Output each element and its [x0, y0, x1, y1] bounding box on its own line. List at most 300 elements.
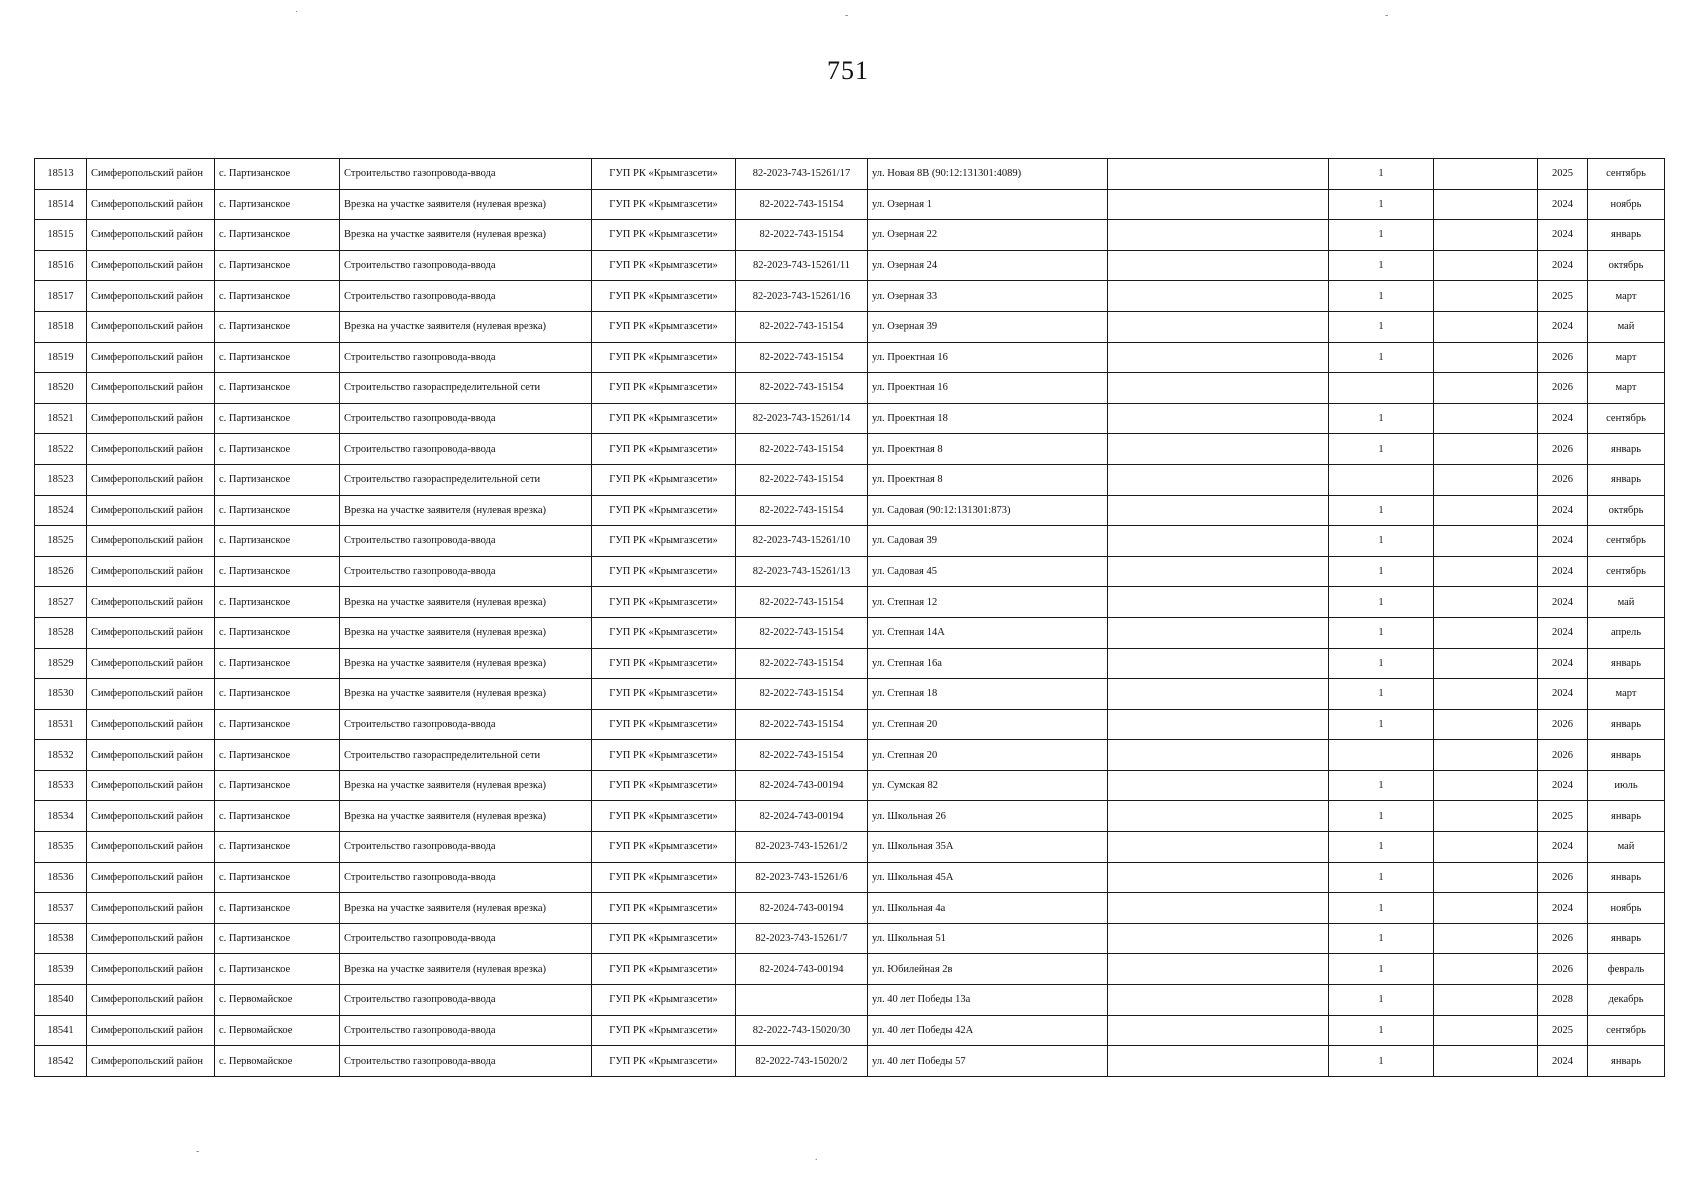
- work-type-cell: Врезка на участке заявителя (нулевая врезка): [340, 954, 592, 985]
- row-number: 18531: [35, 709, 87, 740]
- settlement-cell: с. Первомайское: [215, 985, 340, 1016]
- address-cell: ул. Проектная 8: [868, 434, 1108, 465]
- settlement-cell: с. Партизанское: [215, 923, 340, 954]
- organization-cell: ГУП РК «Крымгазсети»: [592, 159, 736, 190]
- organization-cell: ГУП РК «Крымгазсети»: [592, 373, 736, 404]
- table-row: [35, 985, 1665, 1016]
- work-type-cell: Врезка на участке заявителя (нулевая врезка): [340, 648, 592, 679]
- count-cell: 1: [1329, 281, 1434, 312]
- address-cell: ул. Садовая (90:12:131301:873): [868, 495, 1108, 526]
- year-cell: 2024: [1538, 526, 1588, 557]
- address-cell: ул. Школьная 35А: [868, 832, 1108, 863]
- count-cell: 1: [1329, 403, 1434, 434]
- row-number: 18527: [35, 587, 87, 618]
- empty-cell: [1434, 495, 1538, 526]
- address-cell: ул. Школьная 51: [868, 923, 1108, 954]
- address-cell: ул. Степная 20: [868, 740, 1108, 771]
- table-row: [35, 893, 1665, 924]
- settlement-cell: с. Партизанское: [215, 495, 340, 526]
- permit-number-cell: 82-2023-743-15261/11: [736, 250, 868, 281]
- work-type-cell: Строительство газопровода-ввода: [340, 862, 592, 893]
- empty-cell: [1434, 1046, 1538, 1077]
- work-type-cell: Врезка на участке заявителя (нулевая врезка): [340, 311, 592, 342]
- row-number: 18539: [35, 954, 87, 985]
- settlement-cell: с. Партизанское: [215, 679, 340, 710]
- settlement-cell: с. Партизанское: [215, 862, 340, 893]
- permit-number-cell: 82-2024-743-00194: [736, 801, 868, 832]
- district-cell: Симферопольский район: [87, 189, 215, 220]
- row-number: 18526: [35, 556, 87, 587]
- address-cell: ул. 40 лет Победы 42А: [868, 1015, 1108, 1046]
- settlement-cell: с. Партизанское: [215, 250, 340, 281]
- row-number: 18523: [35, 464, 87, 495]
- count-cell: [1329, 373, 1434, 404]
- row-number: 18538: [35, 923, 87, 954]
- month-cell: сентябрь: [1588, 403, 1665, 434]
- row-number: 18540: [35, 985, 87, 1016]
- district-cell: Симферопольский район: [87, 495, 215, 526]
- empty-cell: [1108, 250, 1329, 281]
- settlement-cell: с. Партизанское: [215, 556, 340, 587]
- permit-number-cell: 82-2022-743-15154: [736, 464, 868, 495]
- year-cell: 2024: [1538, 250, 1588, 281]
- empty-cell: [1108, 464, 1329, 495]
- empty-cell: [1434, 862, 1538, 893]
- row-number: 18524: [35, 495, 87, 526]
- organization-cell: ГУП РК «Крымгазсети»: [592, 403, 736, 434]
- organization-cell: ГУП РК «Крымгазсети»: [592, 1046, 736, 1077]
- empty-cell: [1434, 1015, 1538, 1046]
- district-cell: Симферопольский район: [87, 770, 215, 801]
- empty-cell: [1434, 250, 1538, 281]
- table-row: [35, 954, 1665, 985]
- year-cell: 2024: [1538, 587, 1588, 618]
- scan-speck: -: [845, 10, 849, 21]
- row-number: 18542: [35, 1046, 87, 1077]
- table-row: [35, 495, 1665, 526]
- month-cell: январь: [1588, 923, 1665, 954]
- count-cell: 1: [1329, 862, 1434, 893]
- table-row: [35, 832, 1665, 863]
- table-row: [35, 220, 1665, 251]
- work-type-cell: Строительство газопровода-ввода: [340, 985, 592, 1016]
- count-cell: 1: [1329, 556, 1434, 587]
- district-cell: Симферопольский район: [87, 220, 215, 251]
- count-cell: 1: [1329, 342, 1434, 373]
- year-cell: 2024: [1538, 832, 1588, 863]
- year-cell: 2024: [1538, 893, 1588, 924]
- empty-cell: [1108, 434, 1329, 465]
- work-type-cell: Врезка на участке заявителя (нулевая врезка): [340, 770, 592, 801]
- table-row: [35, 464, 1665, 495]
- permit-number-cell: 82-2022-743-15020/2: [736, 1046, 868, 1077]
- row-number: 18516: [35, 250, 87, 281]
- permit-number-cell: 82-2023-743-15261/17: [736, 159, 868, 190]
- empty-cell: [1108, 801, 1329, 832]
- month-cell: январь: [1588, 709, 1665, 740]
- count-cell: 1: [1329, 893, 1434, 924]
- settlement-cell: с. Партизанское: [215, 159, 340, 190]
- empty-cell: [1108, 709, 1329, 740]
- settlement-cell: с. Партизанское: [215, 801, 340, 832]
- table-row: [35, 159, 1665, 190]
- year-cell: 2026: [1538, 923, 1588, 954]
- work-type-cell: Строительство газопровода-ввода: [340, 281, 592, 312]
- work-type-cell: Врезка на участке заявителя (нулевая врезка): [340, 189, 592, 220]
- empty-cell: [1434, 740, 1538, 771]
- table-row: [35, 648, 1665, 679]
- address-cell: ул. Садовая 39: [868, 526, 1108, 557]
- settlement-cell: с. Партизанское: [215, 373, 340, 404]
- month-cell: сентябрь: [1588, 556, 1665, 587]
- year-cell: 2024: [1538, 189, 1588, 220]
- row-number: 18535: [35, 832, 87, 863]
- organization-cell: ГУП РК «Крымгазсети»: [592, 342, 736, 373]
- month-cell: октябрь: [1588, 495, 1665, 526]
- row-number: 18541: [35, 1015, 87, 1046]
- address-cell: ул. Школьная 45А: [868, 862, 1108, 893]
- page-number: 751: [827, 56, 869, 85]
- month-cell: сентябрь: [1588, 1015, 1665, 1046]
- empty-cell: [1434, 801, 1538, 832]
- organization-cell: ГУП РК «Крымгазсети»: [592, 617, 736, 648]
- table-row: [35, 1015, 1665, 1046]
- address-cell: ул. Проектная 8: [868, 464, 1108, 495]
- work-type-cell: Строительство газопровода-ввода: [340, 434, 592, 465]
- settlement-cell: с. Партизанское: [215, 434, 340, 465]
- address-cell: ул. Степная 12: [868, 587, 1108, 618]
- district-cell: Симферопольский район: [87, 281, 215, 312]
- year-cell: 2024: [1538, 1046, 1588, 1077]
- address-cell: ул. Юбилейная 2в: [868, 954, 1108, 985]
- permit-number-cell: 82-2022-743-15154: [736, 220, 868, 251]
- settlement-cell: с. Партизанское: [215, 311, 340, 342]
- table-row: [35, 281, 1665, 312]
- count-cell: [1329, 464, 1434, 495]
- empty-cell: [1108, 373, 1329, 404]
- year-cell: 2024: [1538, 311, 1588, 342]
- work-type-cell: Строительство газопровода-ввода: [340, 159, 592, 190]
- year-cell: 2026: [1538, 464, 1588, 495]
- empty-cell: [1108, 556, 1329, 587]
- work-type-cell: Строительство газопровода-ввода: [340, 403, 592, 434]
- empty-cell: [1434, 373, 1538, 404]
- month-cell: ноябрь: [1588, 893, 1665, 924]
- empty-cell: [1108, 770, 1329, 801]
- settlement-cell: с. Партизанское: [215, 893, 340, 924]
- empty-cell: [1108, 281, 1329, 312]
- work-type-cell: Врезка на участке заявителя (нулевая врезка): [340, 220, 592, 251]
- address-cell: ул. Степная 20: [868, 709, 1108, 740]
- district-cell: Симферопольский район: [87, 587, 215, 618]
- organization-cell: ГУП РК «Крымгазсети»: [592, 587, 736, 618]
- table-row: [35, 311, 1665, 342]
- scan-speck: -: [196, 1146, 200, 1157]
- count-cell: 1: [1329, 434, 1434, 465]
- row-number: 18519: [35, 342, 87, 373]
- table-row: [35, 434, 1665, 465]
- work-type-cell: Строительство газопровода-ввода: [340, 1046, 592, 1077]
- district-cell: Симферопольский район: [87, 464, 215, 495]
- empty-cell: [1434, 159, 1538, 190]
- table-row: [35, 526, 1665, 557]
- address-cell: ул. Проектная 16: [868, 342, 1108, 373]
- district-cell: Симферопольский район: [87, 617, 215, 648]
- empty-cell: [1108, 189, 1329, 220]
- year-cell: 2024: [1538, 617, 1588, 648]
- settlement-cell: с. Партизанское: [215, 189, 340, 220]
- month-cell: март: [1588, 342, 1665, 373]
- table-row: [35, 923, 1665, 954]
- count-cell: 1: [1329, 985, 1434, 1016]
- organization-cell: ГУП РК «Крымгазсети»: [592, 464, 736, 495]
- work-type-cell: Строительство газораспределительной сети: [340, 740, 592, 771]
- permit-number-cell: 82-2022-743-15154: [736, 679, 868, 710]
- table-row: [35, 617, 1665, 648]
- empty-cell: [1108, 526, 1329, 557]
- empty-cell: [1434, 679, 1538, 710]
- month-cell: январь: [1588, 220, 1665, 251]
- month-cell: январь: [1588, 434, 1665, 465]
- row-number: 18530: [35, 679, 87, 710]
- scan-speck: ˙: [295, 10, 299, 21]
- table-row: [35, 740, 1665, 771]
- work-type-cell: Врезка на участке заявителя (нулевая врезка): [340, 679, 592, 710]
- organization-cell: ГУП РК «Крымгазсети»: [592, 250, 736, 281]
- row-number: 18532: [35, 740, 87, 771]
- year-cell: 2026: [1538, 373, 1588, 404]
- year-cell: 2025: [1538, 801, 1588, 832]
- address-cell: ул. Озерная 33: [868, 281, 1108, 312]
- empty-cell: [1434, 954, 1538, 985]
- empty-cell: [1434, 220, 1538, 251]
- empty-cell: [1108, 679, 1329, 710]
- address-cell: ул. Степная 16а: [868, 648, 1108, 679]
- count-cell: 1: [1329, 159, 1434, 190]
- empty-cell: [1434, 464, 1538, 495]
- organization-cell: ГУП РК «Крымгазсети»: [592, 556, 736, 587]
- organization-cell: ГУП РК «Крымгазсети»: [592, 770, 736, 801]
- settlement-cell: с. Партизанское: [215, 587, 340, 618]
- address-cell: ул. Школьная 4а: [868, 893, 1108, 924]
- permit-number-cell: 82-2022-743-15154: [736, 617, 868, 648]
- row-number: 18513: [35, 159, 87, 190]
- organization-cell: ГУП РК «Крымгазсети»: [592, 801, 736, 832]
- row-number: 18534: [35, 801, 87, 832]
- month-cell: май: [1588, 311, 1665, 342]
- month-cell: сентябрь: [1588, 526, 1665, 557]
- district-cell: Симферопольский район: [87, 648, 215, 679]
- count-cell: 1: [1329, 250, 1434, 281]
- row-number: 18533: [35, 770, 87, 801]
- permit-number-cell: 82-2022-743-15154: [736, 587, 868, 618]
- permit-number-cell: 82-2022-743-15154: [736, 648, 868, 679]
- empty-cell: [1434, 893, 1538, 924]
- district-cell: Симферопольский район: [87, 526, 215, 557]
- table-row: [35, 403, 1665, 434]
- address-cell: ул. Озерная 22: [868, 220, 1108, 251]
- empty-cell: [1108, 403, 1329, 434]
- empty-cell: [1108, 648, 1329, 679]
- permit-number-cell: 82-2022-743-15154: [736, 373, 868, 404]
- address-cell: ул. 40 лет Победы 57: [868, 1046, 1108, 1077]
- permit-number-cell: 82-2022-743-15154: [736, 342, 868, 373]
- count-cell: 1: [1329, 801, 1434, 832]
- organization-cell: ГУП РК «Крымгазсети»: [592, 495, 736, 526]
- empty-cell: [1434, 770, 1538, 801]
- permit-number-cell: 82-2024-743-00194: [736, 954, 868, 985]
- empty-cell: [1108, 495, 1329, 526]
- year-cell: 2026: [1538, 862, 1588, 893]
- work-type-cell: Строительство газопровода-ввода: [340, 342, 592, 373]
- organization-cell: ГУП РК «Крымгазсети»: [592, 954, 736, 985]
- permit-number-cell: 82-2023-743-15261/6: [736, 862, 868, 893]
- organization-cell: ГУП РК «Крымгазсети»: [592, 311, 736, 342]
- work-type-cell: Строительство газопровода-ввода: [340, 709, 592, 740]
- district-cell: Симферопольский район: [87, 862, 215, 893]
- empty-cell: [1108, 740, 1329, 771]
- district-cell: Симферопольский район: [87, 893, 215, 924]
- count-cell: 1: [1329, 832, 1434, 863]
- organization-cell: ГУП РК «Крымгазсети»: [592, 832, 736, 863]
- district-cell: Симферопольский район: [87, 923, 215, 954]
- empty-cell: [1434, 709, 1538, 740]
- table-row: [35, 342, 1665, 373]
- settlement-cell: с. Партизанское: [215, 617, 340, 648]
- count-cell: [1329, 740, 1434, 771]
- empty-cell: [1108, 617, 1329, 648]
- empty-cell: [1108, 1015, 1329, 1046]
- permit-number-cell: 82-2022-743-15154: [736, 740, 868, 771]
- row-number: 18521: [35, 403, 87, 434]
- address-cell: ул. Степная 18: [868, 679, 1108, 710]
- empty-cell: [1434, 985, 1538, 1016]
- year-cell: 2024: [1538, 770, 1588, 801]
- district-cell: Симферопольский район: [87, 159, 215, 190]
- year-cell: 2026: [1538, 954, 1588, 985]
- count-cell: 1: [1329, 495, 1434, 526]
- count-cell: 1: [1329, 526, 1434, 557]
- settlement-cell: с. Партизанское: [215, 220, 340, 251]
- year-cell: 2026: [1538, 434, 1588, 465]
- district-cell: Симферопольский район: [87, 342, 215, 373]
- count-cell: 1: [1329, 587, 1434, 618]
- month-cell: январь: [1588, 862, 1665, 893]
- table-row: [35, 709, 1665, 740]
- work-type-cell: Врезка на участке заявителя (нулевая врезка): [340, 801, 592, 832]
- empty-cell: [1108, 954, 1329, 985]
- settlement-cell: с. Партизанское: [215, 403, 340, 434]
- permit-number-cell: 82-2024-743-00194: [736, 770, 868, 801]
- settlement-cell: с. Партизанское: [215, 954, 340, 985]
- month-cell: апрель: [1588, 617, 1665, 648]
- year-cell: 2025: [1538, 1015, 1588, 1046]
- permit-number-cell: 82-2023-743-15261/13: [736, 556, 868, 587]
- table-row: [35, 556, 1665, 587]
- table-row: [35, 770, 1665, 801]
- district-cell: Симферопольский район: [87, 954, 215, 985]
- organization-cell: ГУП РК «Крымгазсети»: [592, 679, 736, 710]
- work-type-cell: Строительство газопровода-ввода: [340, 832, 592, 863]
- district-cell: Симферопольский район: [87, 434, 215, 465]
- permit-number-cell: 82-2022-743-15154: [736, 434, 868, 465]
- permit-number-cell: [736, 985, 868, 1016]
- settlement-cell: с. Партизанское: [215, 281, 340, 312]
- work-type-cell: Строительство газопровода-ввода: [340, 556, 592, 587]
- table-row: [35, 373, 1665, 404]
- organization-cell: ГУП РК «Крымгазсети»: [592, 1015, 736, 1046]
- empty-cell: [1108, 220, 1329, 251]
- year-cell: 2024: [1538, 220, 1588, 251]
- row-number: 18518: [35, 311, 87, 342]
- row-number: 18537: [35, 893, 87, 924]
- year-cell: 2026: [1538, 342, 1588, 373]
- row-number: 18514: [35, 189, 87, 220]
- count-cell: 1: [1329, 679, 1434, 710]
- month-cell: январь: [1588, 1046, 1665, 1077]
- district-cell: Симферопольский район: [87, 373, 215, 404]
- year-cell: 2026: [1538, 740, 1588, 771]
- district-cell: Симферопольский район: [87, 403, 215, 434]
- scan-speck: .: [815, 1152, 818, 1163]
- count-cell: 1: [1329, 1046, 1434, 1077]
- empty-cell: [1434, 617, 1538, 648]
- count-cell: 1: [1329, 648, 1434, 679]
- settlement-cell: с. Партизанское: [215, 648, 340, 679]
- organization-cell: ГУП РК «Крымгазсети»: [592, 220, 736, 251]
- organization-cell: ГУП РК «Крымгазсети»: [592, 985, 736, 1016]
- organization-cell: ГУП РК «Крымгазсети»: [592, 740, 736, 771]
- empty-cell: [1434, 587, 1538, 618]
- month-cell: март: [1588, 281, 1665, 312]
- month-cell: январь: [1588, 740, 1665, 771]
- count-cell: 1: [1329, 770, 1434, 801]
- year-cell: 2025: [1538, 159, 1588, 190]
- month-cell: март: [1588, 679, 1665, 710]
- empty-cell: [1434, 832, 1538, 863]
- table-row: [35, 189, 1665, 220]
- settlement-cell: с. Партизанское: [215, 832, 340, 863]
- count-cell: 1: [1329, 709, 1434, 740]
- settlement-cell: с. Партизанское: [215, 709, 340, 740]
- month-cell: октябрь: [1588, 250, 1665, 281]
- empty-cell: [1108, 893, 1329, 924]
- work-type-cell: Врезка на участке заявителя (нулевая врезка): [340, 893, 592, 924]
- district-cell: Симферопольский район: [87, 985, 215, 1016]
- table-row: [35, 862, 1665, 893]
- district-cell: Симферопольский район: [87, 679, 215, 710]
- empty-cell: [1434, 526, 1538, 557]
- empty-cell: [1108, 159, 1329, 190]
- organization-cell: ГУП РК «Крымгазсети»: [592, 893, 736, 924]
- organization-cell: ГУП РК «Крымгазсети»: [592, 862, 736, 893]
- year-cell: 2024: [1538, 648, 1588, 679]
- district-cell: Симферопольский район: [87, 1015, 215, 1046]
- empty-cell: [1434, 281, 1538, 312]
- settlement-cell: с. Партизанское: [215, 464, 340, 495]
- row-number: 18529: [35, 648, 87, 679]
- work-type-cell: Врезка на участке заявителя (нулевая врезка): [340, 587, 592, 618]
- empty-cell: [1434, 923, 1538, 954]
- district-cell: Симферопольский район: [87, 832, 215, 863]
- month-cell: ноябрь: [1588, 189, 1665, 220]
- row-number: 18520: [35, 373, 87, 404]
- year-cell: 2024: [1538, 556, 1588, 587]
- work-type-cell: Врезка на участке заявителя (нулевая врезка): [340, 617, 592, 648]
- organization-cell: ГУП РК «Крымгазсети»: [592, 923, 736, 954]
- table-row: [35, 801, 1665, 832]
- district-cell: Симферопольский район: [87, 250, 215, 281]
